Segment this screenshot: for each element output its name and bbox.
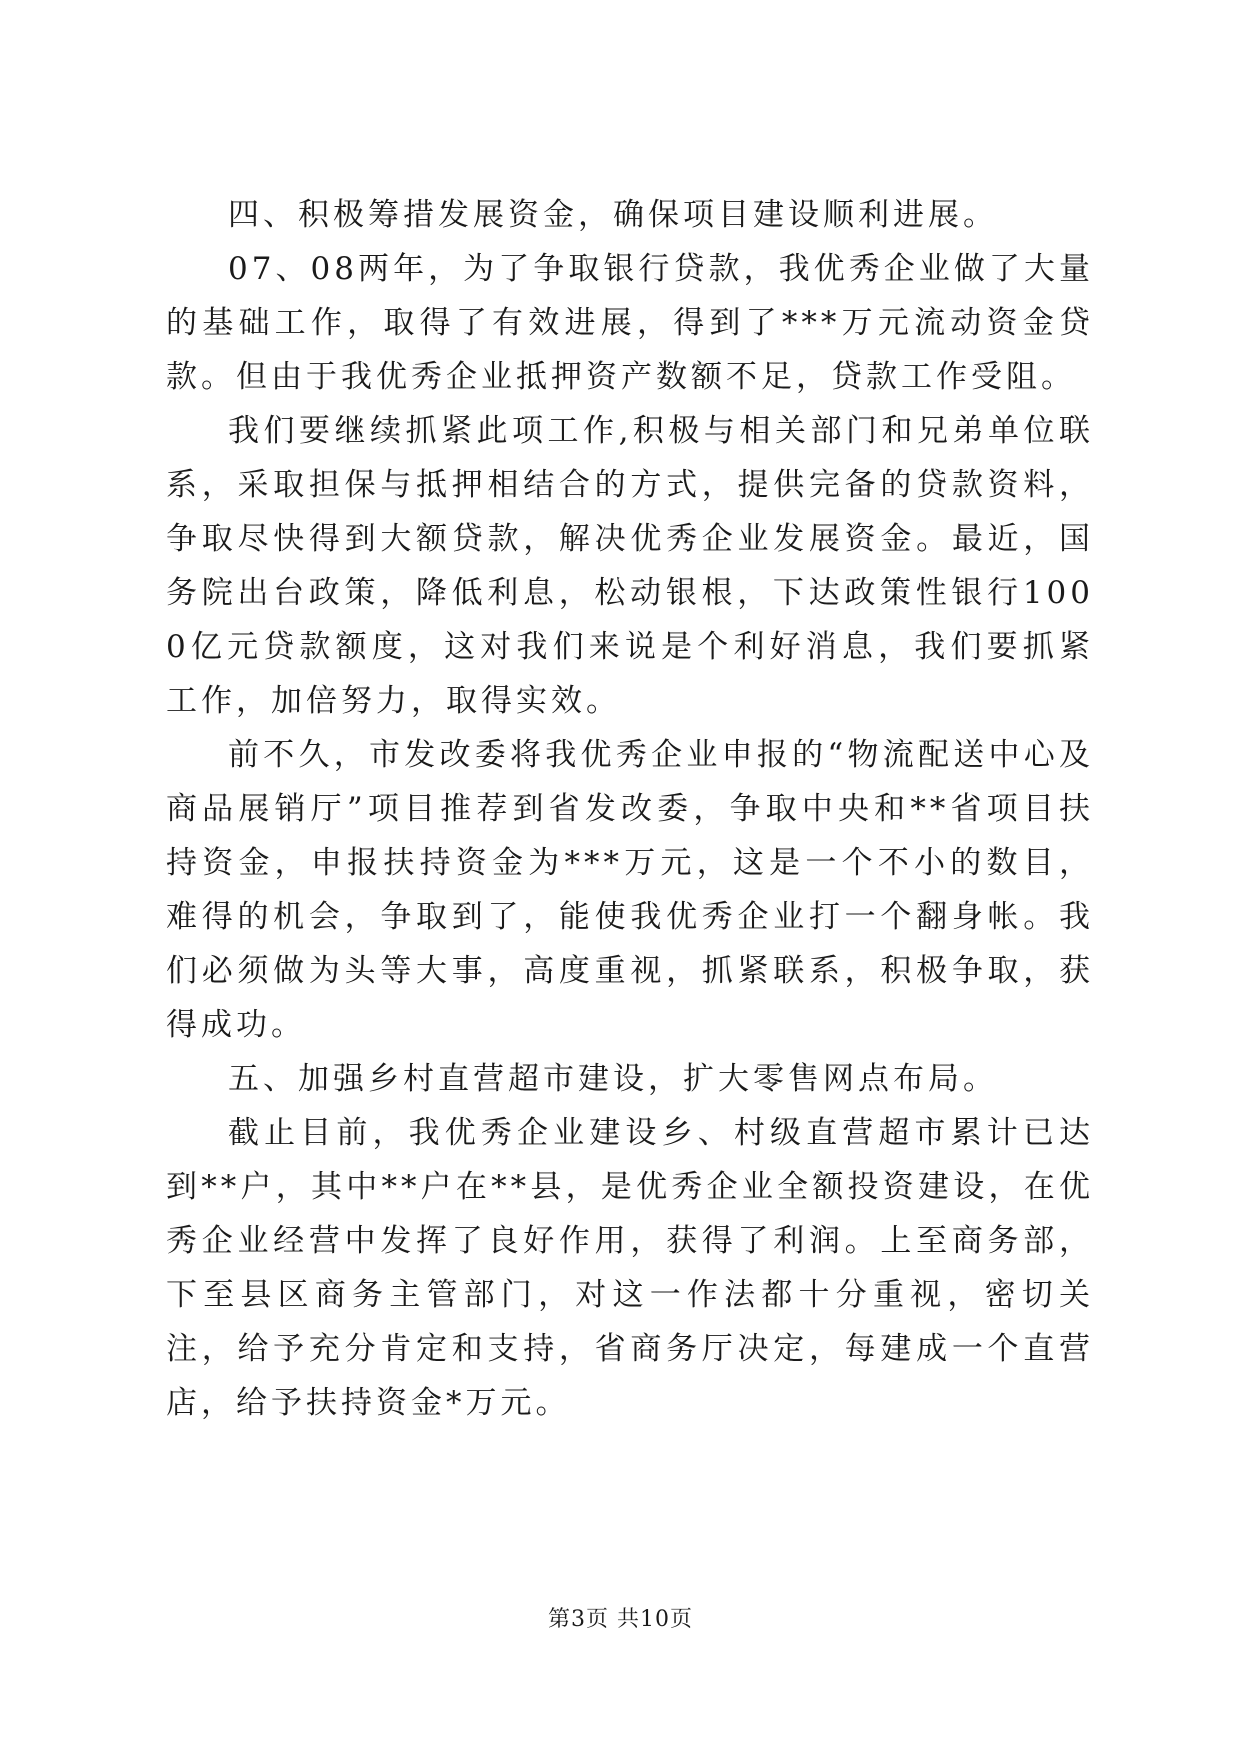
paragraph: 截止目前，我优秀企业建设乡、村级直营超市累计已达到**户，其中**户在**县，是优秀企业全额投资建设，在优秀企业经营中发挥了良好作用，获得了利润。上至商务部，下至县区商务主管部门，对这一作法都十分重视，密切关注，给予充分肯定和支持，省商务厅决定，每建成一个直营店，给予扶持资金*万元。 (166, 1115, 1094, 1421)
paragraph: 07、08两年，为了争取银行贷款，我优秀企业做了大量的基础工作，取得了有效进展，得到了***万元流动资金贷款。但由于我优秀企业抵押资产数额不足，贷款工作受阻。 (166, 251, 1094, 395)
document-body (166, 188, 1094, 1430)
page-number-footer: 第3页 共10页 (548, 1607, 693, 1632)
section-heading-4: 四、积极筹措发展资金，确保项目建设顺利进展。 (228, 197, 998, 233)
paragraph: 前不久，市发改委将我优秀企业申报的“物流配送中心及商品展销厅”项目推荐到省发改委，争取中央和**省项目扶持资金，申报扶持资金为***万元，这是一个不小的数目，难得的机会，争取到了，能使我优秀企业打一个翻身帐。我们必须做为头等大事，高度重视，抓紧联系，积极争取，获得成功。 (166, 737, 1094, 1043)
section-heading-5: 五、加强乡村直营超市建设，扩大零售网点布局。 (228, 1061, 998, 1097)
paragraph: 我们要继续抓紧此项工作,积极与相关部门和兄弟单位联系，采取担保与抵押相结合的方式，提供完备的贷款资料，争取尽快得到大额贷款，解决优秀企业发展资金。最近，国务院出台政策，降低利息，松动银根，下达政策性银行1000亿元贷款额度，这对我们来说是个利好消息，我们要抓紧工作，加倍努力，取得实效。 (166, 413, 1094, 719)
